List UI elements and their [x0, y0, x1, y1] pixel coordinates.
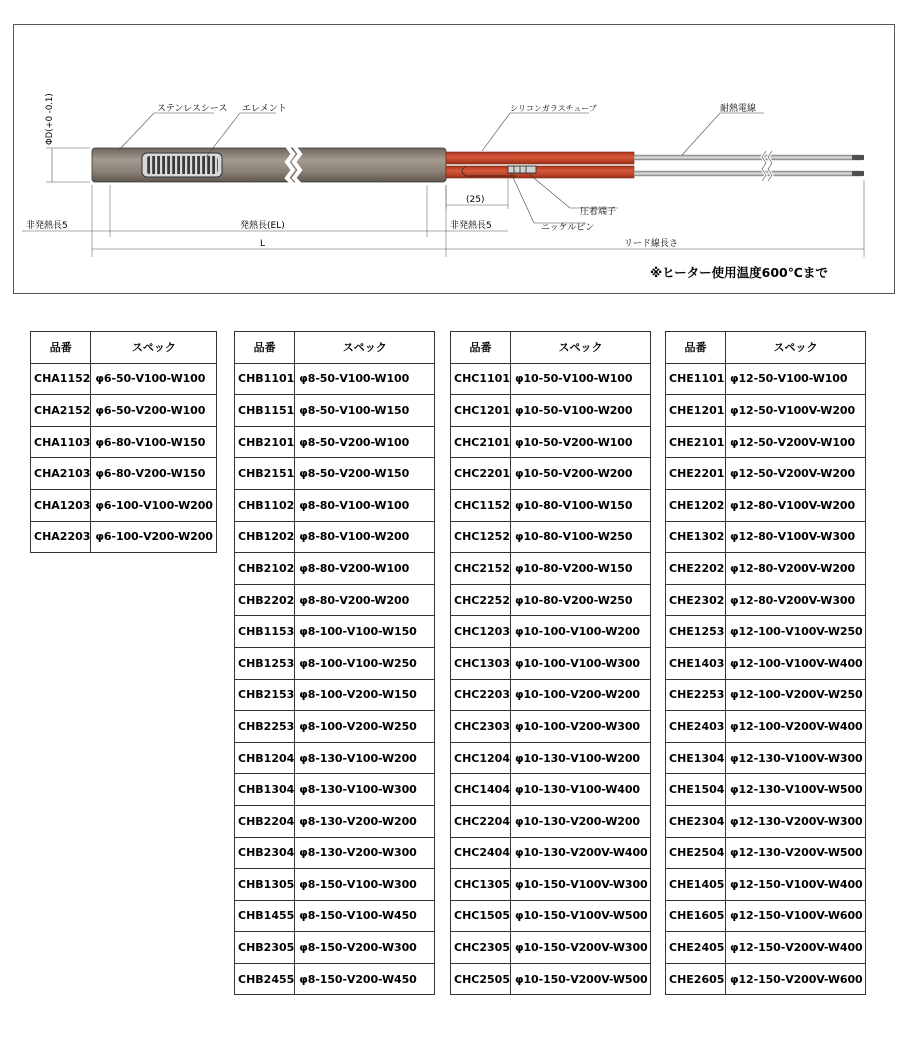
- nonheat-left-label: 非発熱長5: [26, 221, 68, 231]
- wire-label: 耐熱電線: [720, 104, 757, 114]
- spec-cell: φ8-150-V200-W300: [295, 932, 435, 964]
- part-number-cell: CHB2204: [235, 805, 295, 837]
- part-number-cell: CHB2101: [235, 426, 295, 458]
- table-row: [451, 458, 651, 490]
- part-number-cell: CHB1253: [235, 647, 295, 679]
- part-number-cell: CHE1504: [666, 774, 726, 806]
- table-row: [235, 963, 435, 995]
- table-row: [451, 932, 651, 964]
- spec-cell: φ6-100-V100-W200: [91, 489, 217, 521]
- spec-cell: φ12-100-V200V-W250: [726, 679, 866, 711]
- table-row: [666, 837, 866, 869]
- part-number-cell: CHE1405: [666, 869, 726, 901]
- part-number-cell: CHA2103: [31, 458, 91, 490]
- header-spec: スペック: [511, 332, 651, 364]
- spec-cell: φ8-50-V200-W150: [295, 458, 435, 490]
- nonheat-right-label: 非発熱長5: [450, 221, 492, 231]
- total-length-label: L: [260, 239, 266, 249]
- header-part: 品番: [451, 332, 511, 364]
- table-row: [235, 489, 435, 521]
- part-number-cell: CHC2203: [451, 679, 511, 711]
- lead-length-label: リード線長さ: [624, 239, 679, 249]
- table-row: [451, 647, 651, 679]
- part-number-cell: CHE2101: [666, 426, 726, 458]
- part-number-cell: CHC1252: [451, 521, 511, 553]
- spec-cell: φ10-130-V100-W200: [511, 742, 651, 774]
- spec-cell: φ12-100-V100V-W400: [726, 647, 866, 679]
- table-row: [451, 426, 651, 458]
- part-number-cell: CHE2302: [666, 584, 726, 616]
- spec-cell: φ8-100-V200-W150: [295, 679, 435, 711]
- spec-cell: φ12-100-V200V-W400: [726, 711, 866, 743]
- spec-cell: φ12-50-V100V-W200: [726, 395, 866, 427]
- spec-cell: φ10-80-V100-W250: [511, 521, 651, 553]
- part-number-cell: CHE2403: [666, 711, 726, 743]
- table-row: [451, 489, 651, 521]
- part-number-cell: CHE2202: [666, 553, 726, 585]
- heater-diagram: [13, 24, 895, 294]
- table-row: [31, 363, 217, 395]
- spec-cell: φ8-50-V200-W100: [295, 426, 435, 458]
- table-row: [235, 616, 435, 648]
- temperature-note: ※ヒーター使用温度600℃まで: [650, 265, 828, 280]
- spec-cell: φ12-130-V100V-W500: [726, 774, 866, 806]
- spec-cell: φ8-150-V100-W300: [295, 869, 435, 901]
- part-number-cell: CHE2405: [666, 932, 726, 964]
- spec-cell: φ8-50-V100-W150: [295, 395, 435, 427]
- spec-cell: φ12-130-V200V-W300: [726, 805, 866, 837]
- part-number-cell: CHB1101: [235, 363, 295, 395]
- wire-bottom: [634, 171, 862, 176]
- spec-cell: φ12-80-V100V-W300: [726, 521, 866, 553]
- spec-cell: φ10-100-V200-W300: [511, 711, 651, 743]
- spec-cell: φ6-50-V200-W100: [91, 395, 217, 427]
- table-row: [451, 553, 651, 585]
- part-number-cell: CHC1204: [451, 742, 511, 774]
- spec-cell: φ10-150-V200V-W300: [511, 932, 651, 964]
- spec-cell: φ8-100-V100-W250: [295, 647, 435, 679]
- table-row: [235, 711, 435, 743]
- spec-cell: φ10-100-V200-W200: [511, 679, 651, 711]
- spec-cell: φ12-80-V100V-W200: [726, 489, 866, 521]
- part-number-cell: CHE1605: [666, 900, 726, 932]
- sheath-label: ステンレスシース: [157, 104, 228, 114]
- spec-cell: φ8-80-V200-W200: [295, 584, 435, 616]
- table-row: [235, 395, 435, 427]
- spec-cell: φ10-130-V100-W400: [511, 774, 651, 806]
- part-number-cell: CHC2204: [451, 805, 511, 837]
- heater-drawing: [14, 25, 894, 293]
- table-row: [31, 489, 217, 521]
- part-number-cell: CHE1101: [666, 363, 726, 395]
- spec-cell: φ10-50-V100-W100: [511, 363, 651, 395]
- spec-cell: φ6-100-V200-W200: [91, 521, 217, 553]
- crimp-terminal: [508, 166, 536, 173]
- part-number-cell: CHE2201: [666, 458, 726, 490]
- header-part: 品番: [235, 332, 295, 364]
- table-row: [235, 679, 435, 711]
- spec-cell: φ8-130-V100-W200: [295, 742, 435, 774]
- header-part: 品番: [666, 332, 726, 364]
- heat-length-label: 発熱長(EL): [240, 221, 285, 231]
- table-row: [666, 395, 866, 427]
- table-row: [451, 742, 651, 774]
- part-number-cell: CHC1201: [451, 395, 511, 427]
- part-number-cell: CHB2304: [235, 837, 295, 869]
- part-number-cell: CHB2305: [235, 932, 295, 964]
- spec-cell: φ12-130-V200V-W500: [726, 837, 866, 869]
- part-number-cell: CHA1152: [31, 363, 91, 395]
- part-number-cell: CHC2303: [451, 711, 511, 743]
- table-row: [666, 426, 866, 458]
- part-number-cell: CHC2201: [451, 458, 511, 490]
- part-number-cell: CHB1304: [235, 774, 295, 806]
- table-row: [235, 774, 435, 806]
- table-row: [235, 426, 435, 458]
- table-row: [666, 616, 866, 648]
- table-row: [666, 742, 866, 774]
- table-row: [235, 805, 435, 837]
- spec-cell: φ12-130-V100V-W300: [726, 742, 866, 774]
- table-row: [666, 458, 866, 490]
- table-row: [666, 521, 866, 553]
- part-number-cell: CHC2252: [451, 584, 511, 616]
- table-cha: [30, 331, 217, 553]
- part-number-cell: CHC1203: [451, 616, 511, 648]
- table-row: [31, 521, 217, 553]
- part-number-cell: CHA2152: [31, 395, 91, 427]
- header-spec: スペック: [295, 332, 435, 364]
- table-che: [665, 331, 866, 995]
- sleeve-top: [446, 152, 634, 164]
- spec-cell: φ8-150-V100-W450: [295, 900, 435, 932]
- table-row: [451, 805, 651, 837]
- table-chc: [450, 331, 651, 995]
- spec-cell: φ10-50-V100-W200: [511, 395, 651, 427]
- table-row: [666, 363, 866, 395]
- table-row: [451, 395, 651, 427]
- part-number-cell: CHB1204: [235, 742, 295, 774]
- spec-cell: φ8-130-V200-W300: [295, 837, 435, 869]
- part-number-cell: CHC1152: [451, 489, 511, 521]
- table-chb: [234, 331, 435, 995]
- table-row: [31, 395, 217, 427]
- part-number-cell: CHC1303: [451, 647, 511, 679]
- spec-cell: φ6-80-V100-W150: [91, 426, 217, 458]
- part-number-cell: CHC2101: [451, 426, 511, 458]
- part-number-cell: CHC2404: [451, 837, 511, 869]
- table-row: [235, 584, 435, 616]
- header-spec: スペック: [726, 332, 866, 364]
- spec-cell: φ10-100-V100-W300: [511, 647, 651, 679]
- table-row: [235, 837, 435, 869]
- diameter-label: ΦD(+0 -0.1): [45, 93, 55, 145]
- part-number-cell: CHE2304: [666, 805, 726, 837]
- part-number-cell: CHE1403: [666, 647, 726, 679]
- part-number-cell: CHE1202: [666, 489, 726, 521]
- spec-cell: φ8-80-V100-W100: [295, 489, 435, 521]
- table-row: [31, 458, 217, 490]
- spec-cell: φ12-50-V200V-W200: [726, 458, 866, 490]
- table-row: [235, 900, 435, 932]
- table-row: [666, 489, 866, 521]
- spec-cell: φ8-150-V200-W450: [295, 963, 435, 995]
- part-number-cell: CHC2152: [451, 553, 511, 585]
- part-number-cell: CHC1505: [451, 900, 511, 932]
- table-row: [235, 869, 435, 901]
- table-row: [666, 679, 866, 711]
- spec-cell: φ10-80-V100-W150: [511, 489, 651, 521]
- dim-25-label: (25): [466, 195, 485, 205]
- spec-cell: φ10-150-V100V-W300: [511, 869, 651, 901]
- table-row: [666, 932, 866, 964]
- part-number-cell: CHB2455: [235, 963, 295, 995]
- part-number-cell: CHB2102: [235, 553, 295, 585]
- spec-cell: φ10-80-V200-W250: [511, 584, 651, 616]
- part-number-cell: CHB2151: [235, 458, 295, 490]
- table-row: [666, 711, 866, 743]
- part-number-cell: CHE1302: [666, 521, 726, 553]
- table-row: [451, 869, 651, 901]
- table-row: [666, 963, 866, 995]
- table-row: [31, 426, 217, 458]
- spec-cell: φ8-100-V100-W150: [295, 616, 435, 648]
- wire-top: [634, 155, 862, 160]
- part-number-cell: CHC2305: [451, 932, 511, 964]
- spec-cell: φ12-100-V100V-W250: [726, 616, 866, 648]
- spec-cell: φ12-50-V100-W100: [726, 363, 866, 395]
- spec-cell: φ10-50-V200-W100: [511, 426, 651, 458]
- spec-cell: φ12-80-V200V-W300: [726, 584, 866, 616]
- table-row: [451, 363, 651, 395]
- part-number-cell: CHC1305: [451, 869, 511, 901]
- table-row: [666, 900, 866, 932]
- spec-cell: φ12-150-V100V-W400: [726, 869, 866, 901]
- table-row: [451, 900, 651, 932]
- spec-cell: φ10-130-V200-W200: [511, 805, 651, 837]
- spec-cell: φ12-150-V200V-W400: [726, 932, 866, 964]
- spec-cell: φ10-150-V200V-W500: [511, 963, 651, 995]
- spec-cell: φ8-130-V200-W200: [295, 805, 435, 837]
- table-row: [666, 584, 866, 616]
- spec-cell: φ8-50-V100-W100: [295, 363, 435, 395]
- spec-cell: φ10-150-V100V-W500: [511, 900, 651, 932]
- part-number-cell: CHB2253: [235, 711, 295, 743]
- part-number-cell: CHB1153: [235, 616, 295, 648]
- part-number-cell: CHB2202: [235, 584, 295, 616]
- spec-cell: φ12-150-V100V-W600: [726, 900, 866, 932]
- table-row: [666, 805, 866, 837]
- crimp-label: 圧着端子: [580, 207, 617, 217]
- spec-cell: φ8-130-V100-W300: [295, 774, 435, 806]
- table-row: [235, 458, 435, 490]
- part-number-cell: CHE1253: [666, 616, 726, 648]
- part-number-cell: CHC2505: [451, 963, 511, 995]
- spec-cell: φ8-80-V200-W100: [295, 553, 435, 585]
- table-row: [235, 932, 435, 964]
- part-number-cell: CHE2605: [666, 963, 726, 995]
- table-row: [235, 553, 435, 585]
- part-number-cell: CHE2253: [666, 679, 726, 711]
- spec-cell: φ10-130-V200V-W400: [511, 837, 651, 869]
- table-row: [451, 711, 651, 743]
- spec-cell: φ12-150-V200V-W600: [726, 963, 866, 995]
- part-number-cell: CHB1102: [235, 489, 295, 521]
- spec-cell: φ10-100-V100-W200: [511, 616, 651, 648]
- table-row: [666, 774, 866, 806]
- table-row: [451, 521, 651, 553]
- nickel-pin-label: ニッケルピン: [541, 223, 595, 233]
- table-row: [451, 584, 651, 616]
- spec-cell: φ12-50-V200V-W100: [726, 426, 866, 458]
- part-number-cell: CHA1103: [31, 426, 91, 458]
- table-row: [451, 679, 651, 711]
- table-row: [451, 837, 651, 869]
- table-row: [666, 647, 866, 679]
- element-label: エレメント: [242, 104, 287, 114]
- part-number-cell: CHB1151: [235, 395, 295, 427]
- table-row: [451, 774, 651, 806]
- part-number-cell: CHB1305: [235, 869, 295, 901]
- table-row: [666, 553, 866, 585]
- header-part: 品番: [31, 332, 91, 364]
- part-number-cell: CHA2203: [31, 521, 91, 553]
- part-number-cell: CHE1201: [666, 395, 726, 427]
- spec-cell: φ12-80-V200V-W200: [726, 553, 866, 585]
- table-row: [451, 616, 651, 648]
- table-row: [235, 647, 435, 679]
- sleeve-label: シリコンガラスチューブ: [510, 104, 597, 113]
- spec-cell: φ10-80-V200-W150: [511, 553, 651, 585]
- element-coil: [146, 156, 218, 174]
- table-row: [235, 742, 435, 774]
- table-row: [235, 363, 435, 395]
- part-number-cell: CHC1404: [451, 774, 511, 806]
- table-row: [235, 521, 435, 553]
- table-row: [451, 963, 651, 995]
- part-number-cell: CHB1455: [235, 900, 295, 932]
- spec-cell: φ10-50-V200-W200: [511, 458, 651, 490]
- part-number-cell: CHB1202: [235, 521, 295, 553]
- part-number-cell: CHE1304: [666, 742, 726, 774]
- table-row: [666, 869, 866, 901]
- part-number-cell: CHC1101: [451, 363, 511, 395]
- part-number-cell: CHA1203: [31, 489, 91, 521]
- spec-cell: φ6-50-V100-W100: [91, 363, 217, 395]
- header-spec: スペック: [91, 332, 217, 364]
- spec-cell: φ8-100-V200-W250: [295, 711, 435, 743]
- part-number-cell: CHE2504: [666, 837, 726, 869]
- spec-cell: φ6-80-V200-W150: [91, 458, 217, 490]
- spec-cell: φ8-80-V100-W200: [295, 521, 435, 553]
- part-number-cell: CHB2153: [235, 679, 295, 711]
